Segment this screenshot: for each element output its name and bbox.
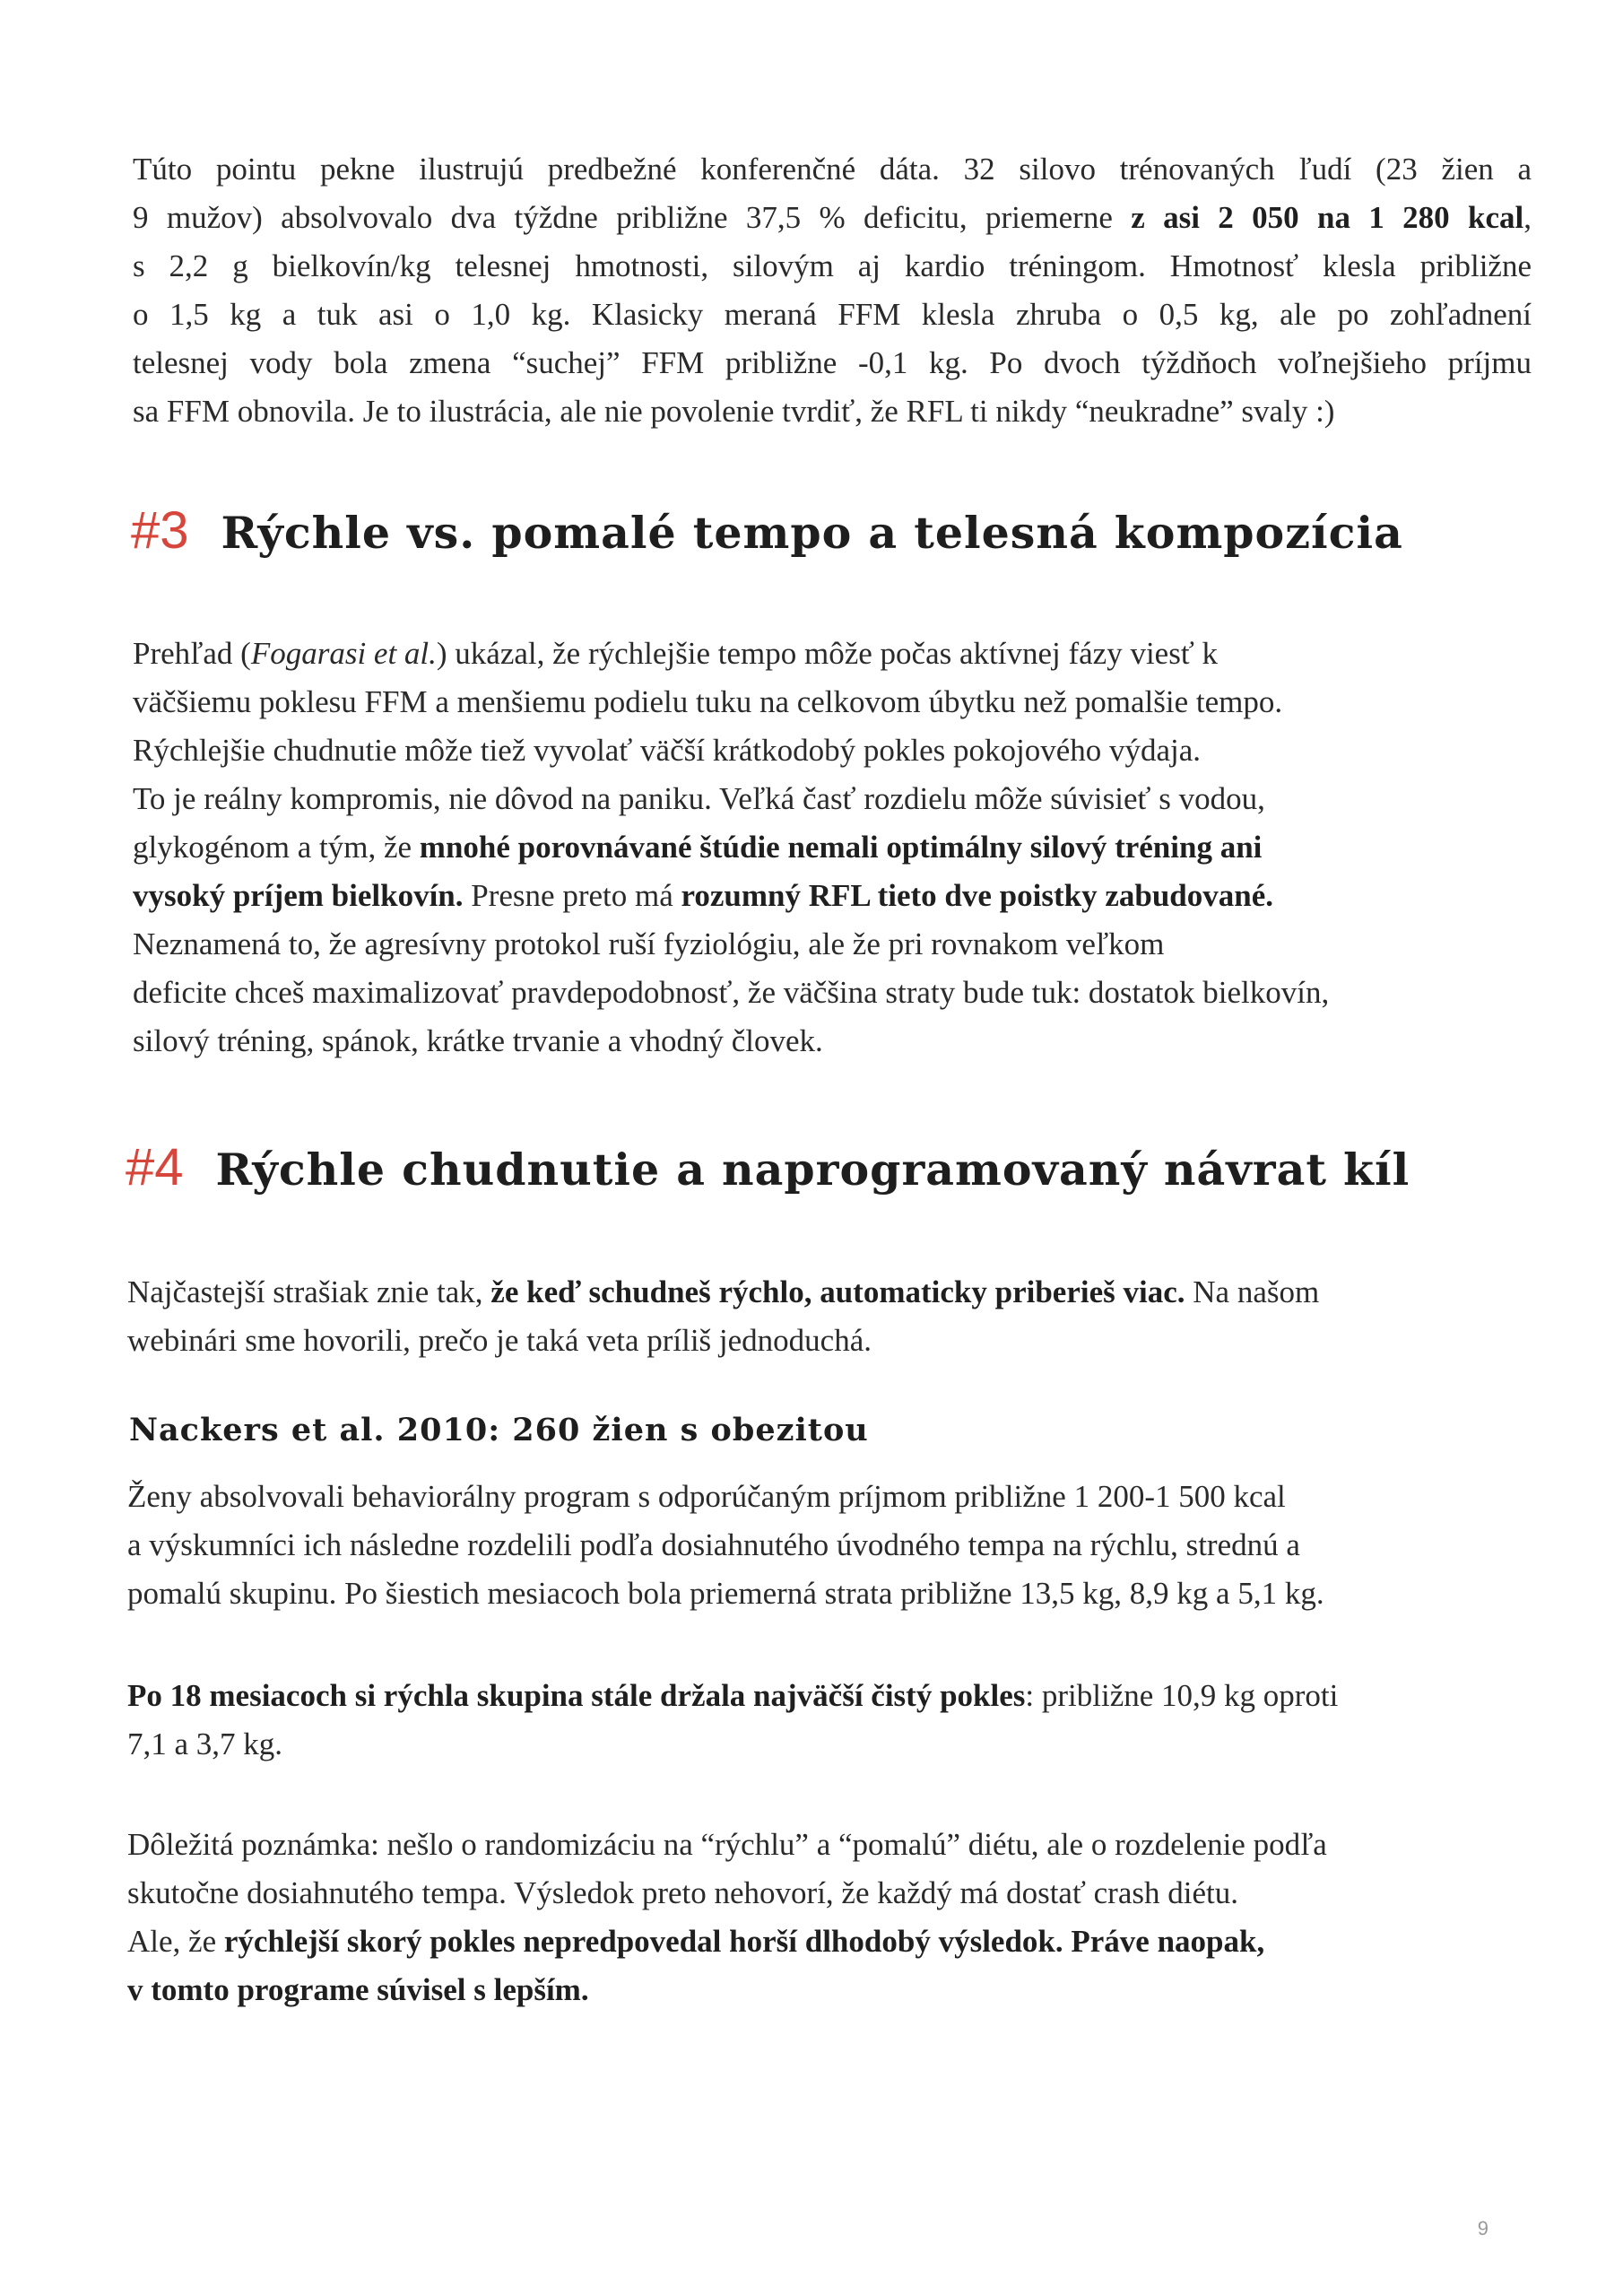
section-4-paragraph-4: [127, 1821, 1526, 2014]
section-number: #4: [126, 1138, 184, 1196]
text-line: deficite chceš maximalizovať pravdepodobnosť, že väčšina straty bude tuk: dostatok bielkovín,: [133, 975, 1330, 1010]
section-title: Rýchle vs. pomalé tempo a telesná kompozícia: [221, 507, 1403, 559]
bold-text: že keď schudneš rýchlo, automaticky priberieš viac.: [490, 1274, 1185, 1309]
text-line: Ženy absolvovali behaviorálny program s odporúčaným príjmom približne 1 200-1 500 kcal: [127, 1479, 1286, 1514]
text-line: o 1,5 kg a tuk asi o 1,0 kg. Klasicky meraná FFM klesla zhruba o 0,5 kg, ale po zohľadnení: [133, 297, 1532, 332]
page-number: 9: [1477, 2217, 1488, 2239]
text-run: glykogénom a tým, že: [133, 830, 420, 865]
text-line: Dôležitá poznámka: nešlo o randomizáciu na “rýchlu” a “pomalú” diétu, ale o rozdelenie podľa: [127, 1827, 1327, 1862]
text-run: Prehľad (: [133, 636, 251, 671]
text-line: telesnej vody bola zmena “suchej” FFM približne -0,1 kg. Po dvoch týždňoch voľnejšieho príjmu: [133, 345, 1532, 380]
text-line: [127, 1672, 1526, 1720]
section-3-paragraph: [133, 630, 1532, 1065]
text-line: 7,1 a 3,7 kg.: [127, 1726, 283, 1761]
section-4-paragraph-1: [127, 1268, 1526, 1365]
text-line: Rýchlejšie chudnutie môže tiež vyvolať väčší krátkodobý pokles pokojového výdaja.: [133, 733, 1202, 768]
text-line: a výskumníci ich následne rozdelili podľa dosiahnutého úvodného tempa na rýchlu, strednú a: [127, 1527, 1300, 1562]
text-line: silový tréning, spánok, krátke trvanie a vhodný človek.: [133, 1023, 823, 1058]
text-line: [127, 1268, 1526, 1317]
text-line: [133, 872, 1532, 920]
text-run: 9 mužov) absolvovalo dva týždne približne 37,5 % deficitu, priemerne: [133, 200, 1132, 235]
text-line: s 2,2 g bielkovín/kg telesnej hmotnosti, silovým aj kardio tréningom. Hmotnosť klesla približne: [133, 248, 1532, 283]
study-subheading: Nackers et al. 2010: 260 žien s obezitou: [129, 1412, 869, 1448]
bold-text: rýchlejší skorý pokles nepredpovedal horší dlhodobý výsledok. Práve naopak,: [223, 1924, 1265, 1959]
bold-text: vysoký príjem bielkovín.: [133, 878, 464, 913]
text-line: [133, 823, 1532, 872]
bold-text: Po 18 mesiacoch si rýchla skupina stále držala najväčší čistý pokles: [127, 1678, 1026, 1713]
section-number: #3: [131, 501, 189, 560]
text-run: ) ukázal, že rýchlejšie tempo môže počas aktívnej fázy viesť k: [436, 636, 1219, 671]
text-line: webinári sme hovorili, prečo je taká veta príliš jednoduchá.: [127, 1323, 872, 1358]
text-line: [133, 194, 1532, 242]
bold-text: mnohé porovnávané štúdie nemali optimálny silový tréning ani: [419, 830, 1263, 865]
italic-text: Fogarasi et al.: [250, 636, 437, 671]
section-4-paragraph-2: [127, 1473, 1526, 1618]
text-line: [133, 630, 1532, 678]
bold-text: rozumný RFL tieto dve poistky zabudované.: [681, 878, 1274, 913]
text-line: [127, 1918, 1526, 1966]
text-run: ,: [1523, 200, 1532, 235]
text-line: sa FFM obnovila. Je to ilustrácia, ale nie povolenie tvrdiť, že RFL ti nikdy “neukradne” svaly :): [133, 394, 1335, 429]
text-line: skutočne dosiahnutého tempa. Výsledok preto nehovorí, že každý má dostať crash diétu.: [127, 1875, 1238, 1910]
text-run: Na našom: [1185, 1274, 1320, 1309]
section-4-heading: [126, 1138, 1410, 1196]
section-4-paragraph-3: [127, 1672, 1526, 1769]
text-line: To je reálny kompromis, nie dôvod na paniku. Veľká časť rozdielu môže súvisieť s vodou,: [133, 781, 1265, 816]
text-line: pomalú skupinu. Po šiestich mesiacoch bola priemerná strata približne 13,5 kg, 8,9 kg a 5,1 kg.: [127, 1576, 1324, 1611]
text-run: Presne preto má: [463, 878, 681, 913]
section-3-heading: [131, 501, 1403, 560]
text-line: väčšiemu poklesu FFM a menšiemu podielu tuku na celkovom úbytku než pomalšie tempo.: [133, 684, 1283, 719]
bold-text: z asi 2 050 na 1 280 kcal: [1131, 200, 1524, 235]
text-run: Ale, že: [127, 1924, 224, 1959]
text-run: : približne 10,9 kg oproti: [1025, 1678, 1339, 1713]
text-line: [127, 1966, 1526, 2014]
intro-paragraph: [133, 145, 1532, 436]
text-line: Túto pointu pekne ilustrujú predbežné konferenčné dáta. 32 silovo trénovaných ľudí (23 žien a: [133, 152, 1532, 187]
text-line: Neznamená to, že agresívny protokol ruší fyziológiu, ale že pri rovnakom veľkom: [133, 926, 1165, 961]
section-title: Rýchle chudnutie a naprogramovaný návrat kíl: [215, 1144, 1410, 1196]
bold-text: v tomto programe súvisel s lepším.: [127, 1972, 589, 2007]
text-run: Najčastejší strašiak znie tak,: [127, 1274, 491, 1309]
